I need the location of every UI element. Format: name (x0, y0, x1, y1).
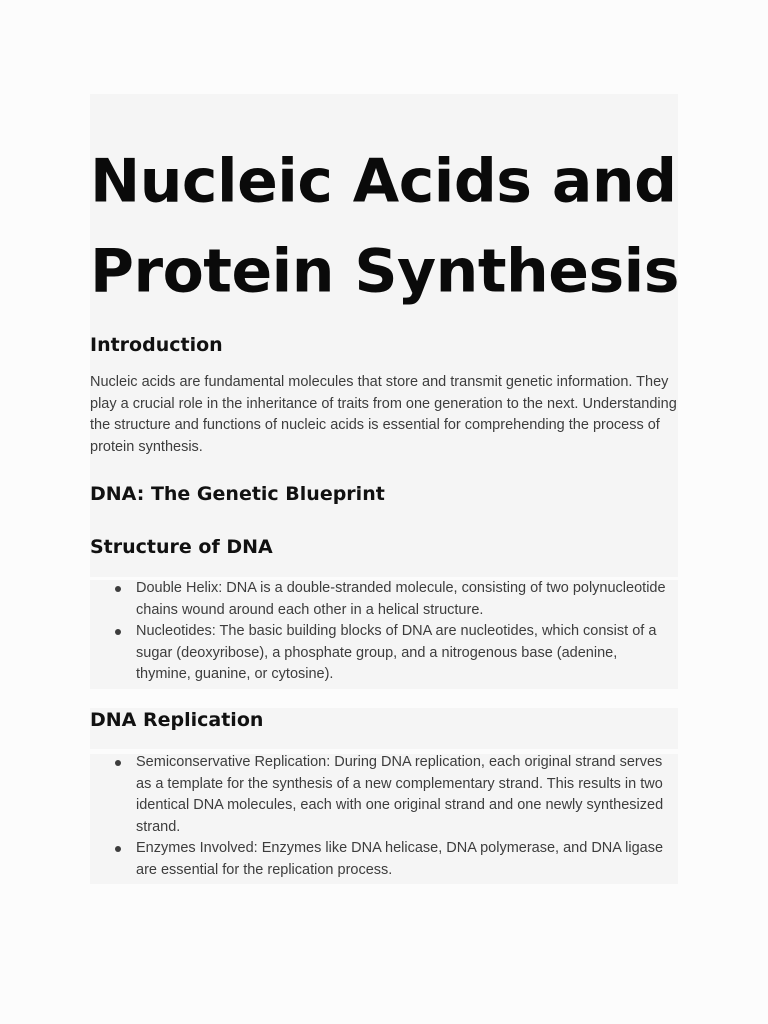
replication-bullet-list (90, 752, 678, 881)
list-item-text: Semiconservative Replication: During DNA replication, each original strand serves as a template for the synthesis of a new complementary strand. This results in two identical DNA molecules, each with one original strand and one newly synthesized strand. (136, 754, 664, 835)
list-item-text: Nucleotides: The basic building blocks of DNA are nucleotides, which consist of a sugar (deoxyribose), a phosphate group, and a nitrogenous base (adenine, thymine, guanine, or cytosine). (136, 623, 657, 682)
dna-replication-heading: DNA Replication (90, 709, 264, 731)
bullet-icon (115, 586, 121, 592)
list-item (90, 838, 678, 881)
bullet-icon (115, 846, 121, 852)
list-item (90, 578, 678, 621)
structure-list-block (90, 580, 678, 689)
replication-heading-block (90, 708, 678, 749)
introduction-heading: Introduction (90, 334, 223, 356)
list-item (90, 752, 678, 838)
structure-bullet-list (90, 578, 678, 686)
list-item-text: Enzymes Involved: Enzymes like DNA helicase, DNA polymerase, and DNA ligase are essential for the replication process. (136, 840, 664, 878)
document-title-line-2: Protein Synthesis (90, 236, 679, 307)
replication-list-block (90, 754, 678, 884)
introduction-paragraph: Nucleic acids are fundamental molecules that store and transmit genetic information. They play a crucial role in the inheritance of traits from one generation to the next. Understanding the structure and functions of nucleic acids is essential for comprehending the process of protein synthesis. (90, 374, 677, 455)
bullet-icon (115, 629, 121, 635)
bullet-icon (115, 760, 121, 766)
document-title-line-1: Nucleic Acids and (90, 146, 677, 217)
document-header-block (90, 94, 678, 577)
list-item-text: Double Helix: DNA is a double-stranded molecule, consisting of two polynucleotide chains wound around each other in a helical structure. (136, 580, 666, 618)
dna-section-heading: DNA: The Genetic Blueprint (90, 483, 385, 505)
list-item (90, 621, 678, 686)
structure-of-dna-heading: Structure of DNA (90, 536, 273, 558)
